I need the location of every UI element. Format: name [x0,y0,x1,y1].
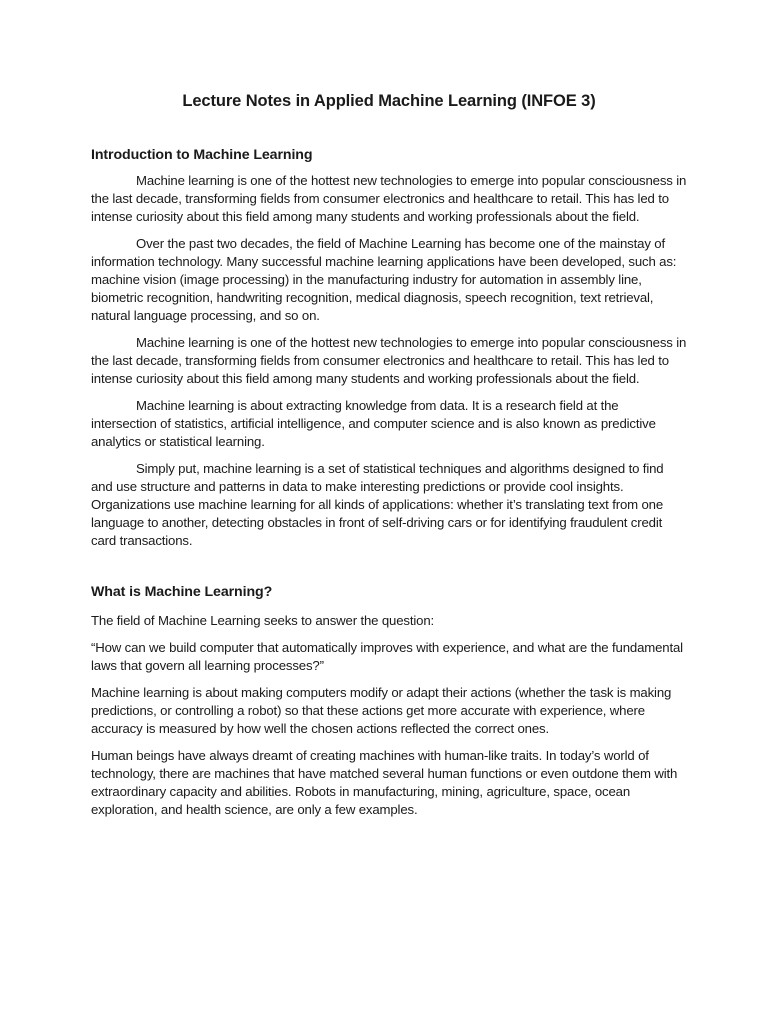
paragraph: Machine learning is about extracting knowledge from data. It is a research field at the intersection of statistics, artificial intelligence, and computer science and is also known as predictive analytics or statistical learning. [91,398,656,449]
paragraph: Machine learning is about making computers modify or adapt their actions (whether the task is making predictions, or controlling a robot) so that these actions get more accurate with experience, where accuracy is measured by how well the chosen actions reflected the correct ones. [91,685,672,736]
paragraph: Over the past two decades, the field of Machine Learning has become one of the mainstay of information technology. Many successful machine learning applications have been developed, such as: machine vision (image processing) in the manufacturing industry for automation in assembly line, biometric recognition, handwriting recognition, medical diagnosis, speech recognition, text retrieval, natural language processing, and so on. [91,236,677,323]
section-heading-introduction: Introduction to Machine Learning [91,147,313,163]
paragraph: Machine learning is one of the hottest new technologies to emerge into popular consciousness in the last decade, transforming fields from consumer electronics and healthcare to retail. This has led to intense curiosity about this field among many students and working professionals about the field. [91,173,687,224]
document-title: Lecture Notes in Applied Machine Learning (INFOE 3) [182,92,596,110]
paragraph: Machine learning is one of the hottest new technologies to emerge into popular consciousness in the last decade, transforming fields from consumer electronics and healthcare to retail. This has led to intense curiosity about this field among many students and working professionals about the field. [91,335,687,386]
paragraph: Human beings have always dreamt of creating machines with human-like traits. In today’s world of technology, there are machines that have matched several human functions or even outdone them with extraordinary capacity and abilities. Robots in manufacturing, mining, agriculture, space, ocean exploration, and health science, are only a few examples. [91,748,678,817]
section-heading-what-is-ml: What is Machine Learning? [91,584,273,600]
paragraph: Simply put, machine learning is a set of statistical techniques and algorithms designed to find and use structure and patterns in data to make interesting predictions or provide cool insights. Organizations use machine learning for all kinds of applications: whether it’s translating text from one language to another, detecting obstacles in front of self-driving cars or for identifying fraudulent credit card transactions. [91,461,664,548]
quote-paragraph: “How can we build computer that automatically improves with experience, and what are the fundamental laws that govern all learning processes?” [91,640,683,673]
paragraph: The field of Machine Learning seeks to answer the question: [91,613,435,628]
document-body [91,92,687,819]
